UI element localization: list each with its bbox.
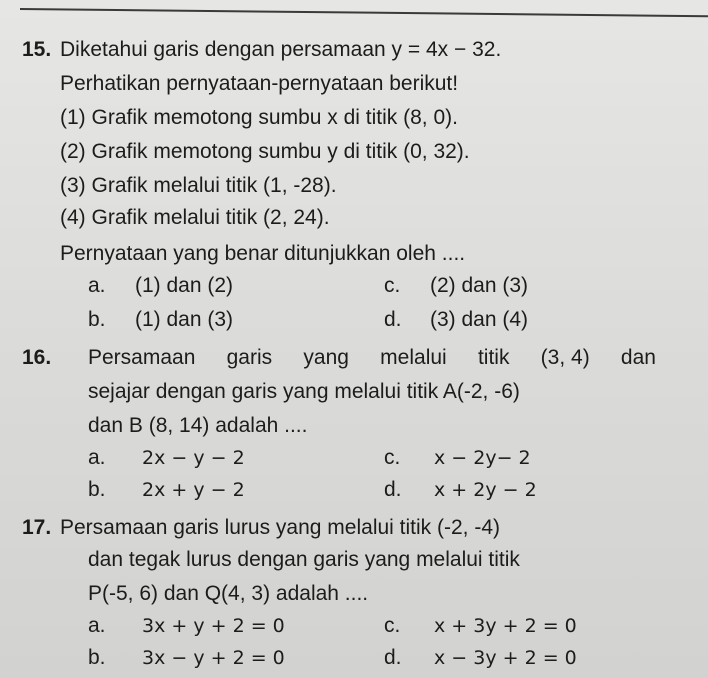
q15-statement-3: (3) Grafik melalui titik (1, -28). [60, 174, 337, 197]
q15-statement-2: (2) Grafik memotong sumbu y di titik (0, 32). [60, 140, 470, 163]
q16-word: (3, 4) [540, 346, 590, 369]
q15-option-c-letter: c. [384, 274, 401, 297]
q16-word: melalui [380, 346, 447, 369]
q17-line-1: Persamaan garis lurus yang melalui titik (-2, -4) [60, 516, 500, 539]
q17-option-c-letter: c. [384, 614, 401, 637]
q17-option-d: x − 3y + 2 = 0 [434, 647, 577, 669]
q15-option-b: (1) dan (3) [135, 308, 234, 331]
q16-number: 16. [22, 346, 52, 369]
q17-number: 17. [22, 516, 52, 539]
q16-option-c-letter: c. [384, 446, 401, 469]
q16-option-a-letter: a. [88, 446, 106, 469]
q16-word: Persamaan [88, 346, 196, 369]
q15-option-b-letter: b. [88, 308, 106, 331]
q15-prompt: Pernyataan yang benar ditunjukkan oleh .... [60, 242, 466, 265]
q16-option-d: x + 2y − 2 [434, 479, 537, 501]
q16-option-b: 2x + y − 2 [142, 479, 245, 501]
q17-option-d-letter: d. [384, 646, 402, 669]
q16-option-a: 2x − y − 2 [142, 447, 245, 469]
q16-line-2: sejajar dengan garis yang melalui titik A(-2, -6) [88, 380, 520, 403]
page-top-rule [20, 8, 708, 17]
q15-stem: Diketahui garis dengan persamaan y = 4x − 32. [60, 38, 502, 61]
q15-option-a: (1) dan (2) [135, 274, 234, 297]
q15-option-c: (2) dan (3) [430, 274, 529, 297]
q17-option-c: x + 3y + 2 = 0 [434, 615, 577, 637]
q15-option-d: (3) dan (4) [430, 308, 529, 331]
q16-word: dan [620, 346, 656, 369]
q16-option-b-letter: b. [88, 478, 106, 501]
q16-word: titik [477, 346, 510, 369]
q15-number: 15. [22, 38, 52, 61]
q15-intro: Perhatikan pernyataan-pernyataan berikut! [60, 72, 459, 95]
q15-statement-1: (1) Grafik memotong sumbu x di titik (8, 0). [60, 106, 458, 129]
q16-line-3: dan B (8, 14) adalah .... [88, 414, 308, 437]
q16-option-d-letter: d. [384, 478, 402, 501]
q17-option-a-letter: a. [88, 614, 106, 637]
q17-option-b-letter: b. [88, 646, 106, 669]
q17-line-2: dan tegak lurus dengan garis yang melalui titik [88, 548, 520, 571]
q15-option-d-letter: d. [384, 308, 402, 331]
q15-statement-4: (4) Grafik melalui titik (2, 24). [60, 206, 330, 229]
q16-word: garis [226, 346, 273, 369]
q16-word: yang [303, 346, 349, 369]
q17-option-b: 3x − y + 2 = 0 [142, 647, 285, 669]
q15-option-a-letter: a. [88, 274, 106, 297]
q17-line-3: P(-5, 6) dan Q(4, 3) adalah .... [88, 582, 369, 605]
q17-option-a: 3x + y + 2 = 0 [142, 615, 285, 637]
q16-line-1 [88, 344, 656, 372]
q16-option-c: x − 2y− 2 [434, 447, 531, 469]
